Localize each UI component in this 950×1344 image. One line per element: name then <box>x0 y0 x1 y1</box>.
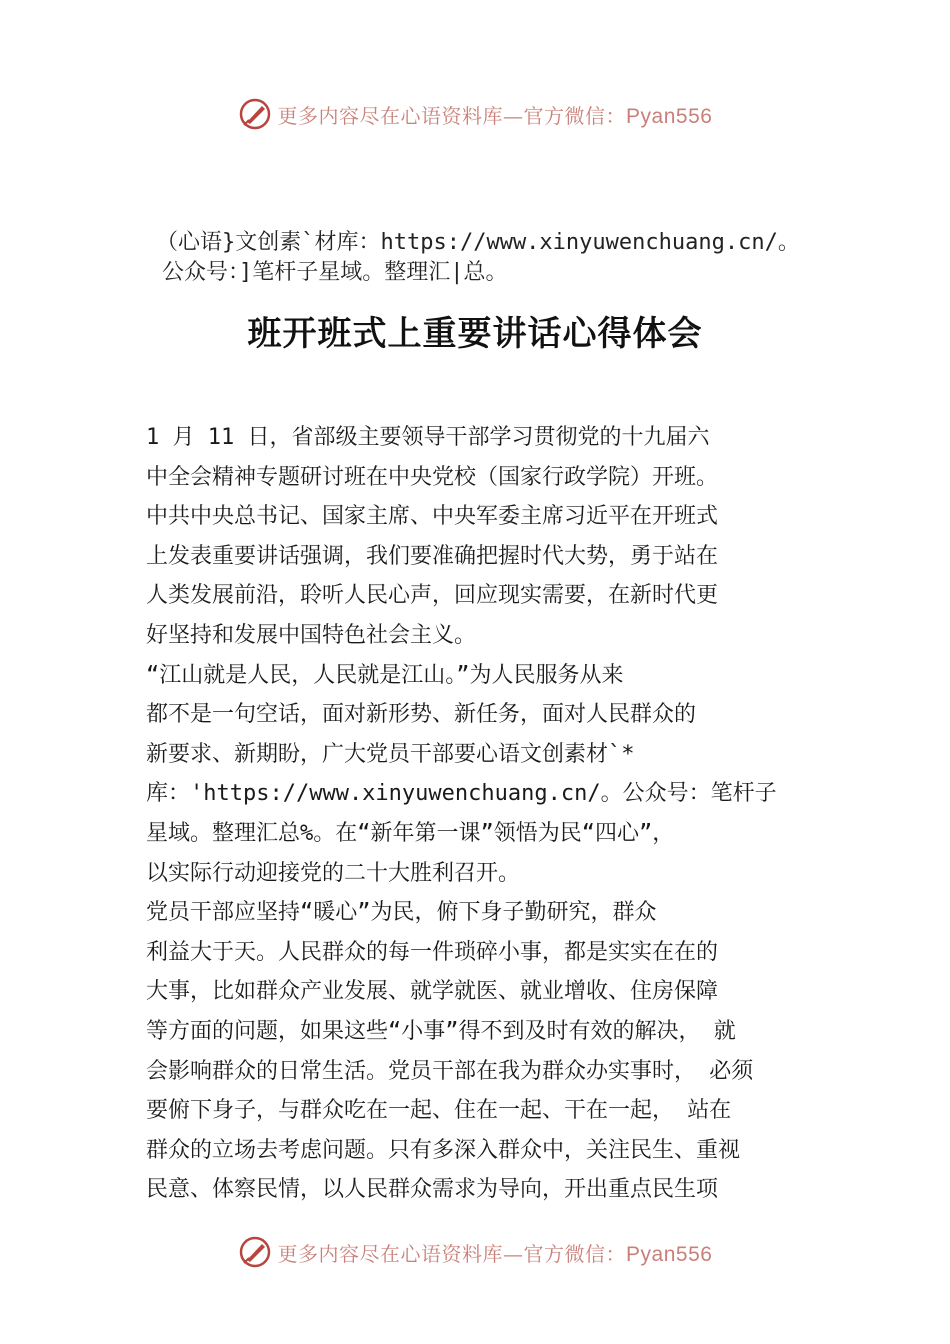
body-line: 等方面的问题，如果这些“小事”得不到及时有效的解决， 就 <box>146 1018 736 1044</box>
body-line: 1 月 11 日，省部级主要领导干部学习贯彻党的十九届六 <box>146 425 710 450</box>
body-line: 会影响群众的日常生活。党员干部在我为群众办实事时， 必须 <box>146 1058 754 1084</box>
source-note-line-1: （心语}文创素`材库：https://www.xinyuwenchuang.cn/。 <box>156 230 800 255</box>
body-line: 星域。整理汇总%。在“新年第一课”领悟为民“四心”， <box>146 820 675 846</box>
watermark-text: 更多内容尽在心语资料库—官方微信：Pyan556 <box>277 103 713 128</box>
body-line: 库：'https://www.xinyuwenchuang.cn/。公众号：笔杆子 <box>146 781 777 807</box>
watermark-text: 更多内容尽在心语资料库—官方微信：Pyan556 <box>277 1241 713 1266</box>
quill-logo-icon <box>238 97 272 131</box>
body-line: “江山就是人民，人民就是江山。”为人民服务从来 <box>146 662 624 688</box>
body-line: 民意、体察民情，以人民群众需求为导向，开出重点民生项 <box>146 1177 719 1203</box>
body-line: 中共中央总书记、国家主席、中央军委主席习近平在开班式 <box>146 504 719 530</box>
body-line: 大事，比如群众产业发展、就学就医、就业增收、住房保障 <box>146 979 719 1005</box>
body-line: 中全会精神专题研讨班在中央党校（国家行政学院）开班。 <box>146 464 719 490</box>
document-body <box>146 418 818 1210</box>
document-title: 班开班式上重要讲话心得体会 <box>247 314 703 354</box>
body-line: 上发表重要讲话强调，我们要准确把握时代大势，勇于站在 <box>146 543 719 569</box>
body-line: 好坚持和发展中国特色社会主义。 <box>146 622 477 648</box>
body-line: 要俯下身子，与群众吃在一起、住在一起、干在一起， 站在 <box>146 1098 732 1124</box>
header-watermark <box>0 94 950 134</box>
body-line: 都不是一句空话，面对新形势、新任务，面对人民群众的 <box>146 702 697 728</box>
body-line: 以实际行动迎接党的二十大胜利召开。 <box>146 860 521 886</box>
body-line: 群众的立场去考虑问题。只有多深入群众中，关注民生、重视 <box>146 1137 741 1163</box>
quill-logo-icon <box>238 1235 272 1269</box>
body-line: 利益大于天。人民群众的每一件琐碎小事，都是实实在在的 <box>146 939 719 965</box>
footer-watermark <box>0 1232 950 1272</box>
body-line: 新要求、新期盼，广大党员干部要心语文创素材`* <box>146 741 635 767</box>
source-note-line-2: 公众号：]笔杆子星域。整理汇|总。 <box>162 260 508 285</box>
body-line: 人类发展前沿，聆听人民心声，回应现实需要，在新时代更 <box>146 583 719 609</box>
body-line: 党员干部应坚持“暖心”为民，俯下身子勤研究，群众 <box>146 900 657 926</box>
